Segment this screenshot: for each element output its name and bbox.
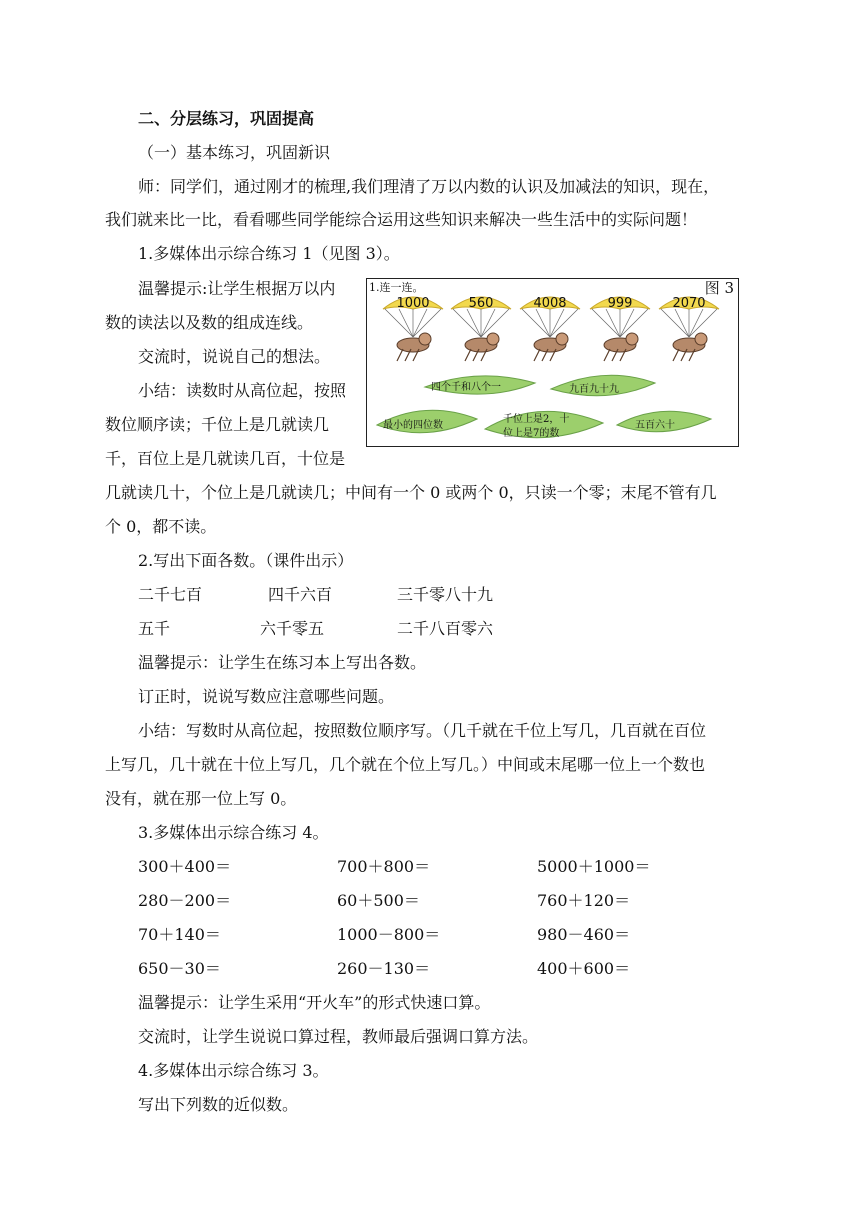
ex2-summary-2: 上写几，几十就在十位上写几，几个就在个位上写几。）中间或末尾哪一位上一个数也 xyxy=(105,755,706,774)
calc-item: 1000－800＝ xyxy=(337,925,441,944)
calc-item: 280－200＝ xyxy=(138,891,232,910)
ex4-title: 4.多媒体出示综合练习 3。 xyxy=(138,1061,329,1080)
leaf-text-5: 位上是7的数 xyxy=(503,428,560,439)
ex1-exchange: 交流时，说说自己的想法。 xyxy=(138,347,331,366)
ant-head xyxy=(556,333,568,345)
subsection-title: （一）基本练习，巩固新识 xyxy=(138,143,331,162)
ex3-exchange: 交流时，让学生说说口算过程，教师最后强调口算方法。 xyxy=(138,1027,539,1046)
parachute-number: 1000 xyxy=(396,296,430,311)
ex2-title: 2.写出下面各数。（课件出示） xyxy=(138,551,354,570)
figure-label: 图 3 xyxy=(704,279,734,297)
ex2-summary-3: 没有，就在那一位上写 0。 xyxy=(105,789,297,808)
ex1-summary-1: 小结：读数时从高位起，按照 xyxy=(138,381,347,400)
calc-item: 260－130＝ xyxy=(337,959,431,978)
intro-line-1: 师：同学们，通过刚才的梳理,我们理清了万以内数的认识及加减法的知识，现在， xyxy=(138,177,720,196)
parachute-number: 999 xyxy=(607,296,633,311)
leaf-text-1: 四个千和八个一 xyxy=(431,382,501,393)
calc-item: 980－460＝ xyxy=(537,925,631,944)
ant-head xyxy=(695,333,707,345)
ex1-summary-3: 千，百位上是几就读几百，十位是 xyxy=(105,449,346,468)
ant-head xyxy=(626,333,638,345)
section-title: 二、分层练习，巩固提高 xyxy=(138,109,315,128)
figure-3 xyxy=(366,278,739,447)
ex1-tip-1: 温馨提示:让学生根据万以内 xyxy=(138,279,336,298)
ex2-item: 三千零八十九 xyxy=(397,585,494,604)
ex4-instruction: 写出下列数的近似数。 xyxy=(138,1095,299,1114)
ex2-summary-1: 小结：写数时从高位起，按照数位顺序写。（几千就在千位上写几，几百就在百位 xyxy=(138,721,707,740)
ex1-tip-2: 数的读法以及数的组成连线。 xyxy=(105,313,314,332)
ex2-tip: 温馨提示：让学生在练习本上写出各数。 xyxy=(138,653,427,672)
ex2-item: 六千零五 xyxy=(260,619,325,638)
ex2-item: 二千七百 xyxy=(138,585,203,604)
ex3-tip: 温馨提示：让学生采用“开火车”的形式快速口算。 xyxy=(138,993,491,1012)
intro-line-2: 我们就来比一比，看看哪些同学能综合运用这些知识来解决一些生活中的实际问题！ xyxy=(105,210,698,229)
parachute-number: 560 xyxy=(468,296,494,311)
ant-head xyxy=(487,333,499,345)
leaf-text-3: 最小的四位数 xyxy=(383,420,443,431)
leaf-text-6: 五百六十 xyxy=(635,420,675,431)
calc-item: 400＋600＝ xyxy=(537,959,631,978)
calc-item: 70＋140＝ xyxy=(138,925,221,944)
ex1-summary-2: 数位顺序读；千位上是几就读几 xyxy=(105,415,330,434)
calc-item: 300＋400＝ xyxy=(138,857,232,876)
calc-item: 760＋120＝ xyxy=(537,891,631,910)
calc-item: 650－30＝ xyxy=(138,959,221,978)
ant-head xyxy=(419,333,431,345)
calc-item: 60＋500＝ xyxy=(337,891,420,910)
leaf-text-4: 千位上是2，十 xyxy=(503,414,570,425)
ex2-item: 五千 xyxy=(138,619,171,638)
calc-item: 5000＋1000＝ xyxy=(537,857,651,876)
ex1-summary-5: 个 0，都不读。 xyxy=(105,517,217,536)
parachute-number: 2070 xyxy=(672,296,706,311)
ex3-title: 3.多媒体出示综合练习 4。 xyxy=(138,823,329,842)
leaf-text-2: 九百九十九 xyxy=(569,384,619,395)
calc-item: 700＋800＝ xyxy=(337,857,431,876)
ex1-summary-4: 几就读几十，个位上是几就读几；中间有一个 0 或两个 0，只读一个零；末尾不管有几 xyxy=(105,483,717,502)
ex2-correct: 订正时，说说写数应注意哪些问题。 xyxy=(138,687,395,706)
figure-caption: 1.连一连。 xyxy=(369,281,424,294)
parachute-number: 4008 xyxy=(533,296,567,311)
ex2-item: 四千六百 xyxy=(268,585,333,604)
ex1-title: 1.多媒体出示综合练习 1（见图 3）。 xyxy=(138,244,400,263)
ex2-item: 二千八百零六 xyxy=(397,619,494,638)
